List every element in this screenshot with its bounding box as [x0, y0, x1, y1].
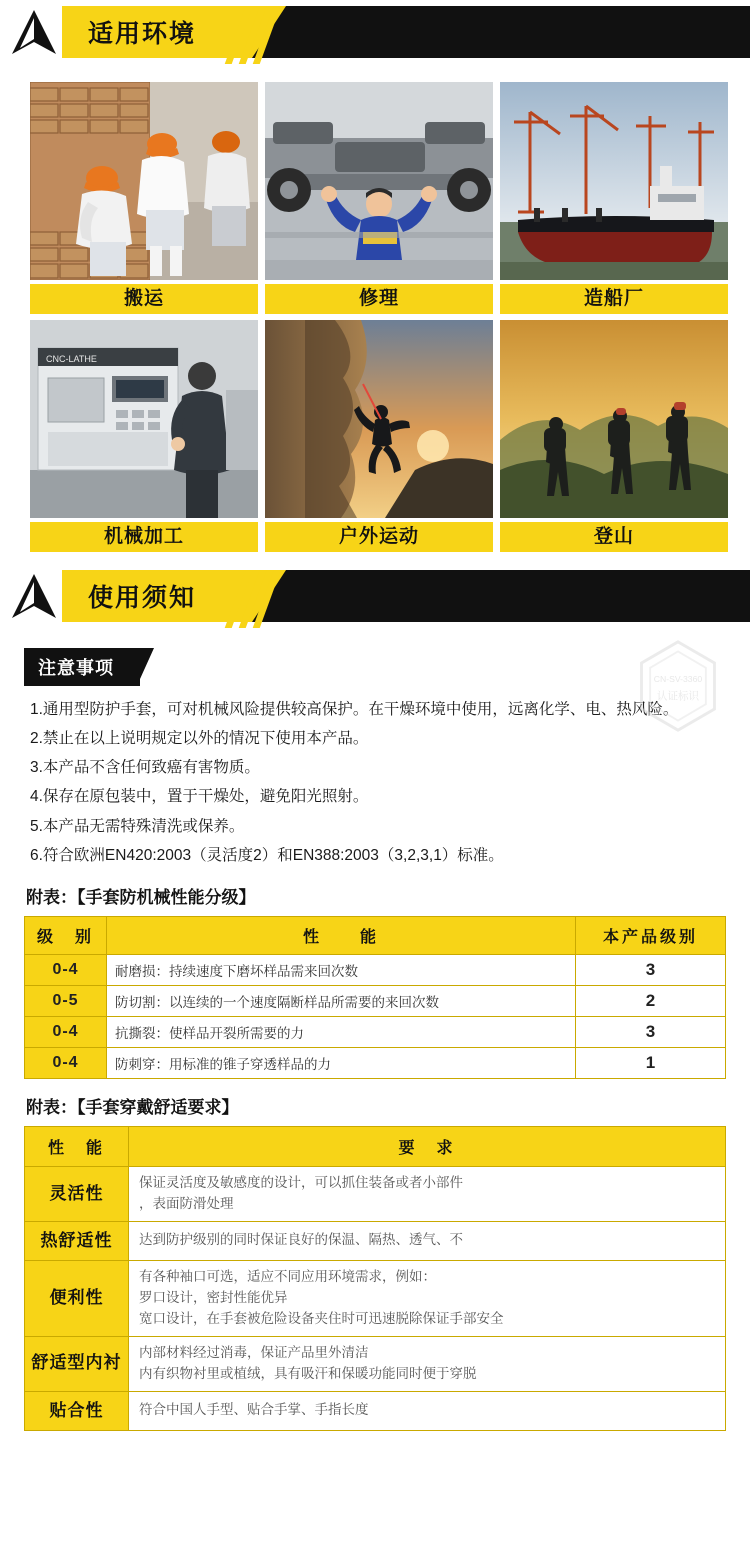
- bottom-spacer: [24, 1431, 726, 1467]
- environment-label: 搬运: [30, 284, 258, 314]
- table-header-cell: 本产品级别: [576, 916, 726, 954]
- svg-text:CNC-LATHE: CNC-LATHE: [46, 354, 97, 364]
- notice-item: 2.禁止在以上说明规定以外的情况下使用本产品。: [30, 730, 369, 748]
- environment-label: 户外运动: [265, 522, 493, 552]
- table-row: [25, 1221, 726, 1260]
- notice-item: 3.本产品不含任何致癌有害物质。: [30, 759, 260, 777]
- cell-description: 抗撕裂：使样品开裂所需要的力: [107, 1016, 576, 1047]
- requirement-line: 有各种袖口可选，适应不同应用环境需求，例如：: [139, 1268, 436, 1284]
- requirement-line: 内部材料经过消毒，保证产品里外清洁: [139, 1344, 369, 1360]
- table-mechanical-levels: [24, 916, 726, 1079]
- section-header-environment: [0, 6, 750, 68]
- environment-label: 修理: [265, 284, 493, 314]
- environment-item: [30, 320, 258, 552]
- notice-item: 5.本产品无需特殊清洗或保养。: [30, 817, 245, 835]
- watermark-text: CN-SV-3360: [653, 674, 703, 685]
- photo-machining: [30, 320, 258, 518]
- cell-requirement: [129, 1336, 726, 1391]
- environment-item: [265, 82, 493, 314]
- photo-car-repair: [265, 82, 493, 280]
- cell-requirement: [129, 1221, 726, 1260]
- notice-section: [0, 632, 750, 869]
- cell-requirement: [129, 1260, 726, 1336]
- environment-item: [500, 82, 728, 314]
- cell-level: 0-4: [25, 954, 107, 985]
- section-header-instructions: [0, 570, 750, 632]
- table-title-mechanical: 附表：【手套防机械性能分级】: [26, 887, 256, 907]
- cell-value: 3: [576, 1016, 726, 1047]
- table-header-cell: 级 别: [25, 916, 107, 954]
- requirement-line: 达到防护级别的同时保证良好的保温、隔热、透气、不: [139, 1232, 463, 1248]
- photo-shipyard: [500, 82, 728, 280]
- cell-value: 1: [576, 1047, 726, 1078]
- cell-description: 耐磨损：持续速度下磨坏样品需来回次数: [107, 954, 576, 985]
- requirement-line: ，表面防滑处理: [139, 1195, 234, 1211]
- photo-mountaineering: [500, 320, 728, 518]
- table-row: [25, 1260, 726, 1336]
- table-row: [25, 985, 726, 1016]
- notice-tag: 注意事项: [24, 648, 140, 686]
- environment-row: [30, 82, 720, 314]
- requirement-line: 内有织物衬里或植绒，具有吸汗和保暖功能同时便于穿脱: [139, 1365, 477, 1381]
- cell-requirement: [129, 1391, 726, 1430]
- environment-item: [265, 320, 493, 552]
- notice-item: 6.符合欧洲EN420:2003（灵活度2）和EN388:2003（3,2,3,1）标准。: [30, 846, 504, 864]
- environment-item: [30, 82, 258, 314]
- cell-property: 贴合性: [25, 1391, 129, 1430]
- notice-item: 1.通用型防护手套，可对机械风险提供较高保护。在干燥环境中使用，远离化学、电、热风险。: [30, 701, 679, 718]
- header-stripes: [236, 570, 296, 622]
- cell-property: 便利性: [25, 1260, 129, 1336]
- certification-watermark-icon: [630, 638, 726, 734]
- table-header-row: [25, 916, 726, 954]
- table-row: [25, 1336, 726, 1391]
- header-stripes: [236, 6, 296, 58]
- requirement-line: 宽口设计，在手套被危险设备夹住时可迅速脱除保证手部安全: [139, 1310, 504, 1326]
- svg-text:认证标识: 认证标识: [656, 690, 700, 703]
- triangle-logo-icon: [10, 8, 58, 56]
- environment-grid: [0, 68, 750, 564]
- requirement-line: 符合中国人手型、贴合手掌、手指长度: [139, 1402, 369, 1418]
- table-row: [25, 1047, 726, 1078]
- cell-property: 灵活性: [25, 1166, 129, 1221]
- environment-label: 机械加工: [30, 522, 258, 552]
- section-title: 使用须知: [88, 584, 197, 612]
- tables-section: [0, 883, 750, 1497]
- table-title-comfort: 附表：【手套穿戴舒适要求】: [26, 1097, 239, 1117]
- header-black-bar: [252, 570, 750, 622]
- notice-item: 4.保存在原包装中，置于干燥处，避免阳光照射。: [30, 788, 369, 806]
- photo-brick-handling: [30, 82, 258, 280]
- requirement-line: 保证灵活度及敏感度的设计，可以抓住装备或者小部件: [139, 1174, 463, 1190]
- environment-row: [30, 320, 720, 552]
- cell-level: 0-4: [25, 1016, 107, 1047]
- table-header-row: [25, 1126, 726, 1166]
- photo-rock-climbing: [265, 320, 493, 518]
- header-black-bar: [252, 6, 750, 58]
- section-title: 适用环境: [88, 20, 197, 48]
- cell-value: 2: [576, 985, 726, 1016]
- table-header-cell: 要 求: [129, 1126, 726, 1166]
- environment-item: [500, 320, 728, 552]
- table-row: [25, 1391, 726, 1430]
- cell-description: 防切割：以连续的一个速度隔断样品所需要的来回次数: [107, 985, 576, 1016]
- table-header-cell: 性 能: [107, 916, 576, 954]
- cell-requirement: [129, 1166, 726, 1221]
- table-header-cell: 性 能: [25, 1126, 129, 1166]
- table-comfort-requirements: [24, 1126, 726, 1431]
- environment-label: 登山: [500, 522, 728, 552]
- requirement-line: 罗口设计，密封性能优异: [139, 1289, 288, 1305]
- cell-description: 防刺穿：用标准的锥子穿透样品的力: [107, 1047, 576, 1078]
- table-row: [25, 1166, 726, 1221]
- cell-property: 舒适型内衬: [25, 1336, 129, 1391]
- table-row: [25, 954, 726, 985]
- environment-label: 造船厂: [500, 284, 728, 314]
- table-row: [25, 1016, 726, 1047]
- notice-list: [24, 696, 726, 869]
- cell-property: 热舒适性: [25, 1221, 129, 1260]
- triangle-logo-icon: [10, 572, 58, 620]
- cell-level: 0-5: [25, 985, 107, 1016]
- cell-level: 0-4: [25, 1047, 107, 1078]
- cell-value: 3: [576, 954, 726, 985]
